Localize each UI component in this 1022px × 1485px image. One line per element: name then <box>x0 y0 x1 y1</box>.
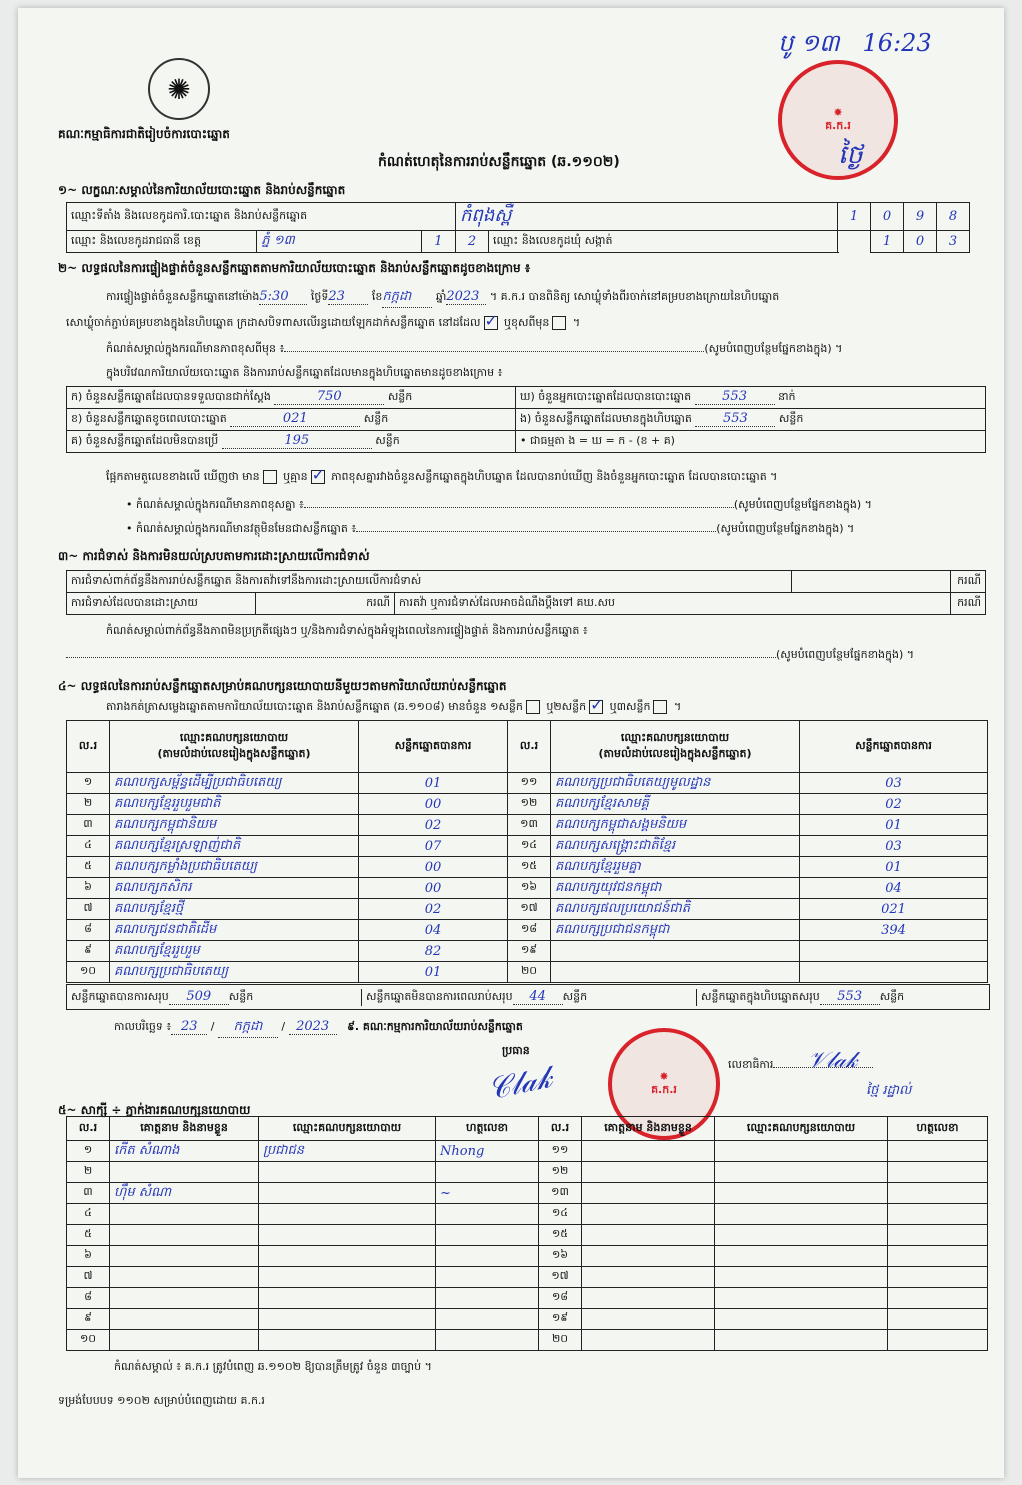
w-no-cell: ១០ <box>67 1330 110 1351</box>
witness-party <box>715 1225 888 1246</box>
witness-name <box>110 1267 259 1288</box>
change-note-line: កំណត់សម្គាល់ក្នុងករណីមានភាពខុសពីមុន ៖ (សូមបំពេញបន្ថែមផ្នែកខាងក្នុង) ។ <box>106 342 843 355</box>
form-page <box>18 8 1004 1478</box>
witness-name <box>582 1183 715 1204</box>
secretary-name: ថ្មៃ រដ្ឋាល់ <box>866 1083 912 1098</box>
date-line: កាលបរិច្ឆេទ ៖ 23 / កក្កដា / 2023 ៩. គណៈកម្មការការិយាល័យរាប់សន្លឹកឆ្នោត <box>114 1018 523 1038</box>
witness-party <box>259 1162 436 1183</box>
verification-day: 23 <box>328 289 368 305</box>
results-row <box>67 941 988 962</box>
vote-count: 04 <box>359 920 508 941</box>
party-name: គណបក្សកម្ពុជានិយម <box>110 815 359 836</box>
witness-name: ហ៊ឹម សំណា <box>110 1183 259 1204</box>
province-value: ភ្នំ ១៣ <box>257 231 421 253</box>
witness-party <box>715 1267 888 1288</box>
witness-row <box>67 1288 988 1309</box>
no-cell: ៥ <box>67 857 110 878</box>
w-no-cell: ១២ <box>539 1162 582 1183</box>
witness-party <box>715 1141 888 1162</box>
w-no-cell: ១៥ <box>539 1225 582 1246</box>
verification-month: កក្កដា <box>382 288 432 308</box>
verification-time: 5:30 <box>259 289 307 305</box>
results-row <box>67 836 988 857</box>
party-name: គណបក្សប្រជាជនកម្ពុជា <box>551 920 800 941</box>
section1-heading: ១~ លក្ខណៈសម្គាល់នៃការិយាល័យបោះឆ្នោត និងរាប់សន្លឹកឆ្នោត <box>58 183 346 197</box>
witness-signature <box>888 1309 988 1330</box>
sheet-count-line: តារាងកត់ត្រាសម្លេងឆ្នោតតាមការិយាល័យបោះឆ្នោត និងរាប់សន្លឹកឆ្នោត (ឆ.១១០៨) មានចំនួន ១សន្លឹក ឬ២សន្លឹក✓ ឬ៣សន្លឹក ។ <box>106 700 681 716</box>
commune-code-2: 0 <box>904 231 937 253</box>
valid-total: សន្លឹកឆ្នោតបានការសរុប 509 សន្លឹក <box>67 989 362 1006</box>
vote-count: 82 <box>359 941 508 962</box>
witness-party: ប្រជាជន <box>259 1141 436 1162</box>
org-name: គណៈកម្មាធិការជាតិរៀបចំការបោះឆ្នោត <box>58 127 230 141</box>
no-cell: ១៧ <box>508 899 551 920</box>
three-sheet-checkbox[interactable] <box>653 700 667 714</box>
no-cell: ១៩ <box>508 941 551 962</box>
w-no-cell: ៨ <box>67 1288 110 1309</box>
party-name: គណបក្សខ្មែររួបរួម <box>110 941 359 962</box>
witness-row <box>67 1267 988 1288</box>
party-name: គណបក្សកម្លាំងប្រជាធិបតេយ្យ <box>110 857 359 878</box>
party-name: គណបក្សខ្មែរសាមគ្គី <box>551 794 800 815</box>
no-cell: ១០ <box>67 962 110 983</box>
results-row <box>67 857 988 878</box>
vote-count: 00 <box>359 878 508 899</box>
section1-table <box>66 202 970 253</box>
no-cell: ១១ <box>508 773 551 794</box>
station-code-4: 8 <box>937 203 970 231</box>
w-no-cell: ២ <box>67 1162 110 1183</box>
vote-count: 01 <box>359 773 508 794</box>
province-code-1: 1 <box>421 231 455 253</box>
stamp-time-note: បូ ១៣ 16:23 <box>778 29 932 57</box>
witness-signature: ~ <box>436 1183 539 1204</box>
witness-signature <box>436 1225 539 1246</box>
party-name: គណបក្សខ្មែរថ្មី <box>110 899 359 920</box>
one-sheet-checkbox[interactable] <box>526 700 540 714</box>
national-emblem-icon: ✺ <box>148 58 210 120</box>
witness-table <box>66 1116 988 1351</box>
col-votes-left: សន្លឹកឆ្នោតបានការ <box>359 721 508 773</box>
witness-name <box>110 1288 259 1309</box>
witness-party <box>259 1267 436 1288</box>
section5-heading: ៥~ សាក្សី ÷ ភ្នាក់ងារគណបក្សនយោបាយ <box>58 1103 251 1117</box>
resolved-label: ការជំទាស់ដែលបានដោះស្រាយ <box>67 593 256 615</box>
two-sheet-checkbox[interactable] <box>589 700 603 714</box>
results-row <box>67 773 988 794</box>
witness-signature <box>888 1204 988 1225</box>
results-row <box>67 794 988 815</box>
objection-row1: ការជំទាស់ពាក់ព័ន្ធនឹងការរាប់សន្លឹកឆ្នោត និងការតវ៉ាទៅនឹងការដោះស្រាយលើការជំទាស់ <box>67 571 792 593</box>
unchanged-checkbox[interactable] <box>484 316 498 330</box>
w-no-cell: ១៣ <box>539 1183 582 1204</box>
w-no-cell: ១៧ <box>539 1267 582 1288</box>
w-col-party-left: ឈ្មោះគណបក្សនយោបាយ <box>259 1117 436 1141</box>
party-name <box>551 941 800 962</box>
case-label-3: ករណី <box>950 593 985 615</box>
w-no-cell: ៣ <box>67 1183 110 1204</box>
witness-name <box>582 1267 715 1288</box>
province-label: ឈ្មោះ និងលេខកូដរាជធានី ខេត្ត <box>67 231 257 253</box>
w-col-no-left: ល.រ <box>67 1117 110 1141</box>
witness-row <box>67 1225 988 1246</box>
vote-count: 02 <box>800 794 988 815</box>
witness-row <box>67 1141 988 1162</box>
witness-party <box>715 1309 888 1330</box>
witness-signature <box>888 1162 988 1183</box>
witness-name <box>582 1288 715 1309</box>
vote-count: 02 <box>359 815 508 836</box>
commune-code-3: 3 <box>937 231 970 253</box>
vote-count: 01 <box>800 815 988 836</box>
no-cell: ៩ <box>67 941 110 962</box>
commune-label: ឈ្មោះ និងលេខកូដឃុំ សង្កាត់ <box>489 231 838 253</box>
w-no-cell: ២០ <box>539 1330 582 1351</box>
row-unused: គ) ចំនួនសន្លឹកឆ្នោតដែលមិនបានប្រើ 195 សន្លឹក <box>67 431 516 453</box>
witness-party <box>715 1162 888 1183</box>
results-row <box>67 815 988 836</box>
no-cell: ២ <box>67 794 110 815</box>
party-name: គណបក្សប្រជាធិបតេយ្យមូលដ្ឋាន <box>551 773 800 794</box>
no-cell: ៧ <box>67 899 110 920</box>
official-seal-top: ✸ គ.ក.រ <box>778 60 898 180</box>
witness-signature <box>888 1141 988 1162</box>
vote-count: 394 <box>800 920 988 941</box>
witness-signature <box>436 1162 539 1183</box>
irregularity-fill: (សូមបំពេញបន្ថែមផ្នែកខាងក្នុង) ។ <box>66 648 986 664</box>
station-value: កំពុងស្ពឺ <box>456 203 838 231</box>
secretary-line: លេខាធិការ <box>728 1058 873 1074</box>
no-cell: ១៥ <box>508 857 551 878</box>
station-code-2: 0 <box>871 203 904 231</box>
party-name: គណបក្សខ្មែររួមគ្នា <box>551 857 800 878</box>
witness-name <box>582 1225 715 1246</box>
province-code-2: 2 <box>456 231 489 253</box>
w-no-cell: ១១ <box>539 1141 582 1162</box>
witness-signature <box>888 1183 988 1204</box>
results-row <box>67 920 988 941</box>
no-cell: ១២ <box>508 794 551 815</box>
w-col-sig-left: ហត្ថលេខា <box>436 1117 539 1141</box>
col-party-right: ឈ្មោះគណបក្សនយោបាយ (តាមលំដាប់លេខរៀងក្នុងសន្លឹកឆ្នោត) <box>551 721 800 773</box>
vote-count: 07 <box>359 836 508 857</box>
witness-party <box>715 1288 888 1309</box>
no-cell: ១៤ <box>508 836 551 857</box>
section3-heading: ៣~ ការជំទាស់ និងការមិនយល់ស្របតាមការដោះស្រាយលើការជំទាស់ <box>58 549 370 563</box>
party-name <box>551 962 800 983</box>
changed-checkbox[interactable] <box>552 316 566 330</box>
witness-party <box>715 1183 888 1204</box>
no-cell: ៦ <box>67 878 110 899</box>
col-party-left: ឈ្មោះគណបក្សនយោបាយ (តាមលំដាប់លេខរៀងក្នុងសន្លឹកឆ្នោត) <box>110 721 359 773</box>
witness-signature <box>888 1225 988 1246</box>
no-cell: ៤ <box>67 836 110 857</box>
witness-party <box>715 1330 888 1351</box>
no-discrepancy-checkbox[interactable] <box>311 470 325 484</box>
results-row <box>67 962 988 983</box>
irregularity-note: កំណត់សម្គាល់ពាក់ព័ន្ធនឹងភាពមិនប្រក្រតីផ្សេងៗ ឬ/និងការជំទាស់ក្នុងអំឡុងពេលនៃការផ្ទៀងផ្ទាត់ និងការរាប់សន្លឹកឆ្នោត ៖ <box>106 624 588 637</box>
vote-count: 00 <box>359 794 508 815</box>
party-name: គណបក្សកសិករ <box>110 878 359 899</box>
witness-party <box>259 1204 436 1225</box>
witness-signature <box>436 1309 539 1330</box>
party-name: គណបក្សជនជាតិដើម <box>110 920 359 941</box>
witness-party <box>259 1288 436 1309</box>
w-col-party-right: ឈ្មោះគណបក្សនយោបាយ <box>715 1117 888 1141</box>
vote-count: 01 <box>800 857 988 878</box>
station-code-1: 1 <box>838 203 871 231</box>
witness-name <box>582 1141 715 1162</box>
party-name: គណបក្សសង្គ្រោះជាតិខ្មែរ <box>551 836 800 857</box>
witness-signature <box>888 1246 988 1267</box>
witness-party <box>259 1246 436 1267</box>
witness-signature <box>436 1330 539 1351</box>
witness-name <box>582 1162 715 1183</box>
vote-count: 021 <box>800 899 988 920</box>
no-cell: ១៣ <box>508 815 551 836</box>
witness-signature: Nhong <box>436 1141 539 1162</box>
col-votes-right: សន្លឹកឆ្នោតបានការ <box>800 721 988 773</box>
w-no-cell: ៩ <box>67 1309 110 1330</box>
totals-row <box>66 984 990 1010</box>
witness-name <box>110 1330 259 1351</box>
witness-row <box>67 1183 988 1204</box>
vote-count <box>800 941 988 962</box>
witness-signature <box>436 1246 539 1267</box>
verification-sentence: ការផ្ទៀងផ្ទាត់ចំនួនសន្លឹកឆ្នោតនៅម៉ោង5:30 ថ្ងៃទី23 ខែកក្កដា ឆ្នាំ2023 ។ គ.ក.រ បានពិនិត្យ សោឃ្លុំទាំងពីរចាក់នៅគម្របខាងក្រោយនៃហិបឆ្នោត <box>106 288 986 308</box>
case-label-2: ករណី <box>256 593 395 615</box>
party-name: គណបក្សកម្ពុជាសង្គមនិយម <box>551 815 800 836</box>
witness-row <box>67 1330 988 1351</box>
party-name: គណបក្សយុវជនកម្ពុជា <box>551 878 800 899</box>
witness-row <box>67 1246 988 1267</box>
witness-signature <box>436 1204 539 1225</box>
row-received: ក) ចំនួនសន្លឹកឆ្នោតដែលបានទទួលបានជាក់ស្តែង 750 សន្លឹក <box>67 387 516 409</box>
formula: • ជាធម្មតា ង = ឃ = ក - (ខ + គ) <box>516 431 986 453</box>
witness-signature <box>436 1267 539 1288</box>
chair-signature-icon: 𝒞𝓁𝒶𝓀 <box>485 1059 556 1108</box>
party-name: គណបក្សខ្មែររួបរួមជាតិ <box>110 794 359 815</box>
count-intro: ក្នុងបរិវេណការិយាល័យបោះឆ្នោត និងការរាប់សន្លឹកឆ្នោតដែលមានក្នុងហិបឆ្នោតមានដូចខាងក្រោម ៖ <box>106 366 503 379</box>
section4-heading: ៤~ លទ្ធផលនៃការរាប់សន្លឹកឆ្នោតសម្រាប់គណបក្សនយោបាយនីមួយៗតាមការិយាល័យរាប់សន្លឹកឆ្នោត <box>58 679 507 693</box>
results-table <box>66 720 988 983</box>
w-no-cell: ៥ <box>67 1225 110 1246</box>
w-no-cell: ១៨ <box>539 1288 582 1309</box>
official-seal-bottom: ✸ គ.ក.រ <box>608 1028 720 1140</box>
verification-year: 2023 <box>446 289 486 305</box>
no-cell: ១ <box>67 773 110 794</box>
w-col-sig-right: ហត្ថលេខា <box>888 1117 988 1141</box>
section2-heading: ២~ លទ្ធផលនៃការផ្ទៀងផ្ទាត់ចំនួនសន្លឹកឆ្នោតតាមការិយាល័យបោះឆ្នោត និងរាប់សន្លឹកឆ្នោតដូចខាងក្រោម ៖ <box>58 261 531 275</box>
witness-party <box>259 1330 436 1351</box>
witness-name <box>110 1225 259 1246</box>
vote-count: 03 <box>800 836 988 857</box>
discrepancy-note: • កំណត់សម្គាល់ក្នុងករណីមានភាពខុសគ្នា ៖ (សូមបំពេញបន្ថែមផ្នែកខាងក្នុង) ។ <box>126 498 872 511</box>
vote-count: 01 <box>359 962 508 983</box>
party-name: គណបក្សសម្ព័ន្ធដើម្បីប្រជាធិបតេយ្យ <box>110 773 359 794</box>
witness-party <box>259 1225 436 1246</box>
vote-count: 00 <box>359 857 508 878</box>
appeal-label: ការតវ៉ា ឬការជំទាស់ដែលអាចដំណឹងប្តឹងទៅ គឃ.សប <box>395 593 951 615</box>
vote-count: 04 <box>800 878 988 899</box>
no-cell: ២០ <box>508 962 551 983</box>
witness-signature <box>888 1267 988 1288</box>
witness-party <box>259 1183 436 1204</box>
witness-party <box>715 1204 888 1225</box>
row-voters: ឃ) ចំនួនអ្នកបោះឆ្នោតដែលបានបោះឆ្នោត 553 នាក់ <box>516 387 986 409</box>
party-name: គណបក្សខ្មែរស្រឡាញ់ជាតិ <box>110 836 359 857</box>
witness-name <box>582 1204 715 1225</box>
w-col-name-left: គោត្តនាម និងនាមខ្លួន <box>110 1117 259 1141</box>
witness-name <box>110 1246 259 1267</box>
w-no-cell: ១៤ <box>539 1204 582 1225</box>
row-spoiled: ខ) ចំនួនសន្លឹកឆ្នោតខូចពេលបោះឆ្នោត 021 សន្លឹក <box>67 409 516 431</box>
seal-status-sentence: សោឃ្លុំចាក់ភ្ជាប់គម្របខាងក្នុងនៃហិបឆ្នោត ក្រដាសបិទពាសលើរន្ធដោយឡែកដាក់សន្លឹកឆ្នោត នៅដដែល✓ ឬខុសពីមុន ។ <box>66 316 966 332</box>
witness-signature <box>888 1330 988 1351</box>
results-row <box>67 878 988 899</box>
row-in-box: ង) ចំនួនសន្លឹកឆ្នោតដែលមានក្នុងហិបឆ្នោត 553 សន្លឹក <box>516 409 986 431</box>
witness-party <box>259 1309 436 1330</box>
witness-name: កើត សំណាង <box>110 1141 259 1162</box>
witness-name <box>110 1204 259 1225</box>
vote-count: 02 <box>359 899 508 920</box>
w-no-cell: ១៦ <box>539 1246 582 1267</box>
witness-signature <box>436 1288 539 1309</box>
objection-table <box>66 570 986 615</box>
witness-row <box>67 1204 988 1225</box>
no-cell: ៨ <box>67 920 110 941</box>
w-no-cell: ១៩ <box>539 1309 582 1330</box>
vote-count: 03 <box>800 773 988 794</box>
witness-name <box>582 1309 715 1330</box>
no-cell: ៣ <box>67 815 110 836</box>
party-name: គណបក្សប្រជាធិបតេយ្យ <box>110 962 359 983</box>
form-footer: ទម្រង់បែបបទ ១១០២ សម្រាប់បំពេញដោយ គ.ក.រ <box>58 1394 265 1407</box>
station-label: ឈ្មោះទីតាំង និងលេខកូដការិ.បោះឆ្នោត និងរាប់សន្លឹកឆ្នោត <box>67 203 456 231</box>
box-total: សន្លឹកឆ្នោតក្នុងហិបឆ្នោតសរុប 553 សន្លឹក <box>701 988 905 1004</box>
case-label-1: ករណី <box>950 571 985 593</box>
w-no-cell: ៧ <box>67 1267 110 1288</box>
witness-name <box>582 1330 715 1351</box>
chair-label: ប្រធាន <box>502 1044 530 1057</box>
witness-name <box>110 1162 259 1183</box>
w-no-cell: ១ <box>67 1141 110 1162</box>
col-no-left: ល.រ <box>67 721 110 773</box>
witness-row <box>67 1162 988 1183</box>
form-note: កំណត់សម្គាល់ ៖ គ.ក.រ ត្រូវបំពេញ ឆ.១១០២ ឱ្យបានត្រឹមត្រូវ ចំនួន ៣ច្បាប់ ។ <box>114 1360 432 1373</box>
witness-name <box>582 1246 715 1267</box>
form-title: កំណត់ហេតុនៃការរាប់សន្លឹកឆ្នោត (ឆ.១១០២) <box>378 154 620 170</box>
no-cell: ១៦ <box>508 878 551 899</box>
w-no-cell: ៤ <box>67 1204 110 1225</box>
col-no-right: ល.រ <box>508 721 551 773</box>
w-col-name-right: គោត្តនាម និងនាមខ្លួន <box>582 1117 715 1141</box>
stamp-signature: ថ្ងៃ <box>838 140 863 170</box>
w-no-cell: ៦ <box>67 1246 110 1267</box>
count-table <box>66 386 986 453</box>
discrepancy-sentence: ផ្អែកតាមតួលេខខាងលើ ឃើញថា មាន ឬគ្មាន✓ ភាពខុសគ្នារវាងចំនួនសន្លឹកឆ្នោតក្នុងហិបឆ្នោត ដែលបានរាប់ឃើញ និងចំនួនអ្នកបោះឆ្នោត ដែលបានបោះឆ្នោត ។ <box>106 470 986 486</box>
witness-row <box>67 1309 988 1330</box>
vote-count <box>800 962 988 983</box>
secretary-signature-icon: 𝒱𝓁𝒶𝓀 <box>808 1048 858 1073</box>
no-cell: ១៨ <box>508 920 551 941</box>
foreign-object-note: • កំណត់សម្គាល់ក្នុងករណីមានវត្ថុមិនមែនជាសន្លឹកឆ្នោត ៖ (សូមបំពេញបន្ថែមផ្នែកខាងក្នុង) ។ <box>126 522 855 535</box>
station-code-3: 9 <box>904 203 937 231</box>
has-discrepancy-checkbox[interactable] <box>263 470 277 484</box>
invalid-total: សន្លឹកឆ្នោតមិនបានការពេលរាប់សរុប 44 សន្លឹក <box>362 989 697 1006</box>
witness-signature <box>888 1288 988 1309</box>
commune-code-1: 1 <box>871 231 904 253</box>
w-col-no-right: ល.រ <box>539 1117 582 1141</box>
results-row <box>67 899 988 920</box>
witness-name <box>110 1309 259 1330</box>
witness-party <box>715 1246 888 1267</box>
party-name: គណបក្សផលប្រយោជន៍ជាតិ <box>551 899 800 920</box>
